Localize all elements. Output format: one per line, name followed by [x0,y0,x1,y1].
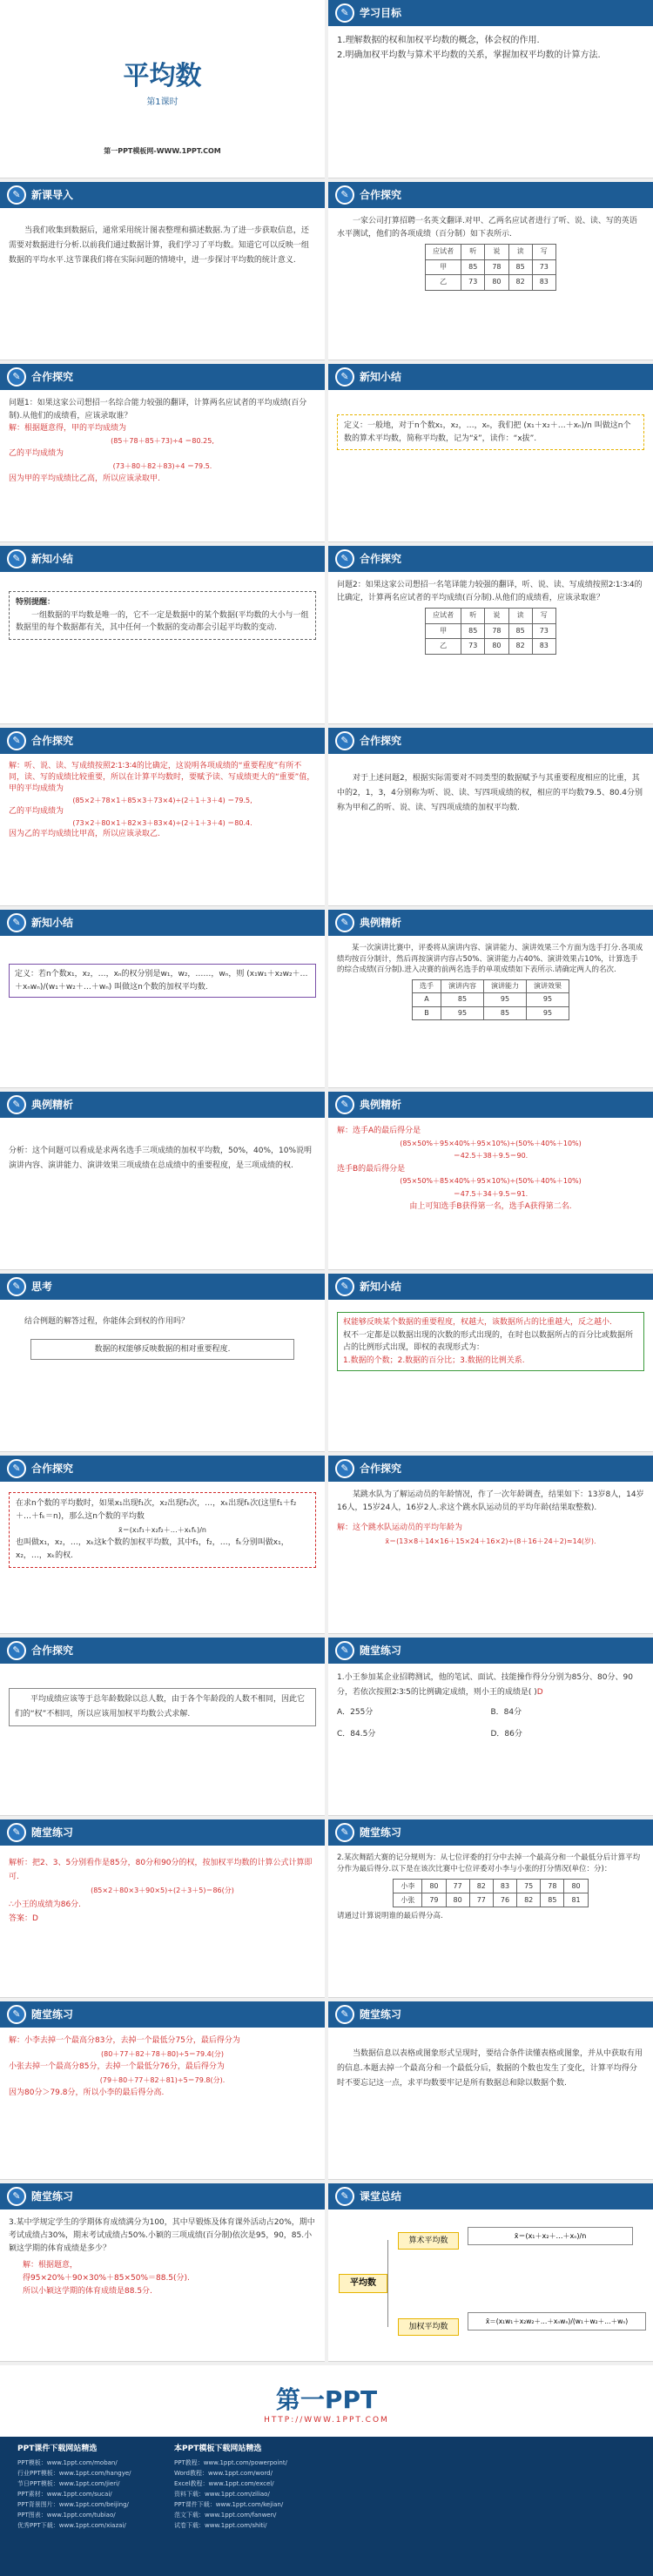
slide-heading: 典例精析 [31,1099,74,1111]
question-text: 1.小王参加某企业招聘测试，他的笔试、面试、技能操作得分分别为85分、80分、90分，若依次按照2∶3∶5的比例确定成绩，则小王的成绩是( ) [337,1673,633,1697]
question-text: 请通过计算说明谁的最后得分高. [337,1912,443,1920]
slide-heading: 随堂练习 [31,2190,74,2203]
table-cell: 演讲内容 [441,979,484,993]
option-b: B．84分 [490,1708,522,1717]
slide-heading: 随堂练习 [31,1826,74,1839]
footer-links-left [17,2458,131,2531]
slide-icon: ✎ [335,549,354,568]
summary-root: 平均数 [339,2274,387,2293]
table-cell: 78 [485,259,508,275]
table-cell: 82 [508,639,532,655]
table-cell: 写 [532,609,555,624]
formula: x̄＝(x₁f₁＋x₂f₂＋…＋xₖfₖ)/n [118,1526,207,1534]
slide-heading: 课堂总结 [360,2190,402,2203]
slide-exercise1 [328,1638,653,1816]
slide-solution [328,1092,653,1270]
question-text: 问题2：如果这家公司想招一名笔译能力较强的翻译，听、说、读、写成绩按照2∶1∶3∶4的比确定，计算两名应试者的平均成绩(百分制).从他们的成绩看，应该录取谁？ [337,581,643,602]
summary-text: 1.数据的个数；2.数据的百分比；3.数据的比例关系. [343,1355,525,1365]
reason-text: 平均成绩应该等于总年龄数除以总人数，由于各个年龄段的人数不相同，因此它们的“权”不相同，所以应该用加权平均数公式求解. [15,1695,306,1718]
answer-key: 答案：D [9,1914,38,1923]
slide-icon: ✎ [335,1277,354,1296]
question-text: 结合例题的解答过程，你能体会到权的作用吗？ [24,1317,190,1326]
table-cell: 73 [461,639,485,655]
summary-branch [387,2240,388,2327]
answer-text: 乙的平均成绩为 [9,449,64,458]
formula: ＝47.5＋34＋9.5＝91. [453,1189,528,1198]
answer-text: 解析：把2、3、5分别看作是85分，80分和90分的权，按加权平均数的计算公式计算即可. [9,1859,313,1881]
contest-table [412,979,569,1021]
table-cell: 85 [508,623,532,639]
formula: (85×2＋80×3＋90×5)÷(2＋3＋5)＝86(分) [91,1887,234,1894]
table-cell: 听 [461,245,485,260]
goal-1: 1.理解数据的权和加权平均数的概念，体会权的作用. [337,36,540,45]
intro-text: 当我们收集到数据后，通常采用统计图表整理和描述数据.为了进一步获取信息，还需要对数据进行分析.以前我们通过数据计算，我们学习了平均数。知道它可以反映一组数据的平均水平.这节课我们将在实际问题的情境中，进一步探讨平均数的统计意义. [9,226,309,265]
slide-icon: ✎ [7,549,26,568]
summary-node-1: 算术平均数 [398,2232,459,2250]
table-cell: 75 [517,1880,541,1893]
slide-icon: ✎ [7,1823,26,1842]
answer-text: 乙的平均成绩为 [9,807,64,816]
frequency-text: 在求n个数的平均数时，如果x₁出现f₁次，x₂出现f₂次，…，xₖ出现fₖ次(这里f₁＋f₂＋…＋fₖ＝n)，那么这n个数的平均数 [16,1499,297,1521]
footer-heading-right: 本PPT模板下载网站精选 [174,2445,262,2453]
table-cell: 83 [532,275,555,291]
slide-icon: ✎ [335,2187,354,2206]
answer-text: 解：小李去掉一个最高分83分，去掉一个最低分75分，最后得分为 [9,2036,240,2045]
conclusion: 因为甲的平均成绩比乙高，所以应该录取甲. [9,474,160,483]
slide-icon: ✎ [335,1823,354,1842]
slide-icon: ✎ [335,731,354,750]
table-cell: 82 [469,1880,493,1893]
table-cell: 85 [441,993,484,1007]
slide-summary-mean [328,364,653,542]
slide-icon: ✎ [7,367,26,387]
slide-question1 [0,364,325,542]
slide-heading: 合作探究 [31,735,74,747]
slide-exercise2-note [328,2001,653,2180]
frequency-text: 也叫做x₁，x₂，…，xₖ这k个数的加权平均数，其中f₁，f₂，…，fₖ分别叫做x₁，x₂，…，xₖ的权. [16,1538,289,1560]
slide-think [0,1274,325,1452]
option-c: C．84.5分 [337,1730,376,1739]
slide-heading: 随堂练习 [360,1644,402,1657]
slide-answer2 [0,728,325,906]
formula: (95×50%＋85×40%＋95×10%)÷(50%＋40%＋10%) [400,1177,582,1185]
table-cell: 77 [446,1880,469,1893]
slide-exercise3 [0,2183,325,2362]
slide-icon: ✎ [7,1459,26,1478]
formula: ＝42.5＋38＋9.5＝90. [453,1152,528,1160]
answer-text: 解：根据题意， [23,2261,78,2270]
slide-heading: 合作探究 [360,735,402,747]
table-cell: 小张 [394,1893,422,1907]
slide-heading: 新知小结 [31,553,74,565]
table-cell: 82 [517,1893,541,1907]
slide-heading: 合作探究 [360,1463,402,1475]
table-cell: 85 [508,259,532,275]
table-cell: 85 [461,259,485,275]
question-text: 3.某中学规定学生的学期体育成绩满分为100，其中早锻炼及体育课外活动占20%，期中考试成绩占30%，期末考试成绩占50%.小颖的三项成绩(百分制)依次是95，90，85.小颖这学期的体育成绩是多少？ [9,2218,315,2253]
slide-summary [328,2183,653,2362]
answer-text: ∴小王的成绩为86分. [9,1900,82,1909]
table-cell: 79 [422,1893,446,1907]
slide-heading: 合作探究 [31,1463,74,1475]
footer-panel [0,2437,653,2576]
slide-reason [0,1638,325,1816]
footer-links-right [174,2458,287,2531]
table-cell: 95 [527,993,569,1007]
footer-link[interactable]: Word教程：www.1ppt.com/word/ [174,2470,273,2477]
table-cell: A [413,993,441,1007]
table-cell: 73 [461,275,485,291]
table-cell: 78 [541,1880,564,1893]
table-cell: 95 [441,1006,484,1020]
slide-cover [0,0,325,178]
answer-text: 解：听、说、读、写成绩按照2∶1∶3∶4的比确定，这说明各项成绩的“重要程度”有所不同，读、写的成绩比较重要，所以在计算平均数时，要赋予读、写成绩更大的“重要”值，甲的平均成绩为 [9,762,315,793]
table-cell: 80 [564,1880,588,1893]
slide-heading: 典例精析 [360,1099,402,1111]
footer-link[interactable]: 范文下载：www.1ppt.com/fanwen/ [174,2512,277,2519]
slide-exercise2-answer [0,2001,325,2180]
slide-icon: ✎ [335,1641,354,1660]
cover-subtitle: 第1课时 [146,98,178,107]
formula: (85×50%＋95×40%＋95×10%)÷(50%＋40%＋10%) [400,1139,582,1147]
slide-icon: ✎ [335,185,354,205]
answer-text: 选手B的最后得分是 [337,1164,406,1174]
table-cell: 应试者 [426,609,461,624]
table-cell: 应试者 [426,245,461,260]
answer-text: 小张去掉一个最高分85分，去掉一个最低分76分，最后得分为 [9,2062,225,2071]
conclusion: 所以小颖这学期的体育成绩是88.5分. [23,2287,152,2296]
conclusion: 因为80分＞79.8分，所以小李的最后得分高. [9,2088,165,2097]
table-cell: 乙 [426,639,461,655]
table-cell: 写 [532,245,555,260]
summary-text: 权能够反映某个数据的重要程度，权越大，该数据所占的比重越大，反之越小. [343,1318,612,1327]
slide-heading: 合作探究 [360,189,402,201]
formula: (73×2＋80×1＋82×3＋83×4)÷(2＋1＋3＋4) ＝80.4. [72,819,252,827]
footer-link[interactable]: 行业PPT模板：www.1ppt.com/hangye/ [17,2470,131,2477]
footer-link[interactable]: PPT图表：www.1ppt.com/tubiao/ [17,2512,116,2519]
reminder-text: 一组数据的平均数是唯一的，它不一定是数据中的某个数据(平均数的大小与一组数据里的每个数据都有关，其中任何一个数据的变动都会引起平均数的变动. [16,610,309,632]
slide-heading: 学习目标 [360,7,402,19]
formula: x̄＝(13×8＋14×16＋15×24＋16×2)÷(8＋16＋24＋2)≈14(岁). [385,1537,596,1545]
footer-link[interactable]: 优秀PPT下载：www.1ppt.com/xiazai/ [17,2522,126,2529]
slide-icon: ✎ [335,367,354,387]
table-cell: 85 [461,623,485,639]
analysis-text: 分析：这个问题可以看成是求两名选手三项成绩的加权平均数，50%，40%，10%说明演讲内容、演讲能力、演讲效果三项成绩在总成绩中的重要程度，是三项成绩的权. [9,1147,313,1170]
option-a: A．255分 [337,1708,374,1717]
slide-icon: ✎ [335,1459,354,1478]
option-d: D．86分 [490,1730,522,1739]
table-cell: 95 [484,993,527,1007]
score-table [425,608,556,655]
formula: 得95×20%＋90×30%＋85×50%＝88.5(分). [23,2274,190,2283]
slide-icon: ✎ [7,1277,26,1296]
reminder-title: 特别提醒： [16,598,56,607]
problem-text: 一家公司打算招聘一名英文翻译.对甲、乙两名应试者进行了听、说、读、写的英语水平测试，他们的各项成绩（百分制）如下表所示. [337,217,637,239]
slide-heading: 随堂练习 [31,2008,74,2021]
table-cell: 甲 [426,623,461,639]
table-cell: 73 [532,259,555,275]
answer-text: 解：根据题意得，甲的平均成绩为 [9,424,127,433]
weights-text: 对于上述问题2，根据实际需要对不同类型的数据赋予与其重要程度相应的比重，其中的2，1，3，4分别称为听、说、读、写四项成绩的权，相应的平均数79.5、80.4分别称为甲和乙的听、说、读、写四项成绩的加权平均数. [337,774,643,812]
slide-heading: 思考 [31,1281,53,1293]
slide-weights [328,728,653,906]
formula: (85＋78＋85＋73)÷4 ＝80.25, [111,436,214,445]
slide-heading: 合作探究 [360,553,402,565]
footer [0,2365,653,2576]
goal-2: 2.明确加权平均数与算术平均数的关系，掌握加权平均数的计算方法. [337,50,601,60]
slide-analysis [0,1092,325,1270]
slide-divers [328,1456,653,1634]
table-cell: 78 [485,623,508,639]
table-cell: 80 [446,1893,469,1907]
question-text: 2.某次舞蹈大赛的记分规则为：从七位评委的打分中去掉一个最高分和一个最低分后计算平均分作为最后得分.以下是在该次比赛中七位评委对小李与小张的打分情况(单位：分)： [337,1853,641,1873]
conclusion: 由上可知选手B获得第一名，选手A获得第二名. [409,1202,572,1211]
slide-icon: ✎ [7,913,26,932]
footer-link[interactable]: 试卷下载：www.1ppt.com/shiti/ [174,2522,267,2529]
table-cell: 乙 [426,275,461,291]
summary-formula-2: x̄＝(x₁w₁＋x₂w₂＋…＋xₙwₙ)/(w₁＋w₂＋…＋wₙ) [468,2312,646,2331]
footer-link[interactable]: PPT课件下载：www.1ppt.com/kejian/ [174,2501,284,2508]
slide-icon: ✎ [335,2005,354,2024]
slide-icon: ✎ [7,2187,26,2206]
definition-text: 定义：一般地，对于n个数x₁，x₂，…，xₙ，我们把 (x₁＋x₂＋…＋xₙ)/n 叫做这n个数的算术平均数，简称平均数，记为“x̄”，读作：“x拔”. [344,421,631,443]
score-table [425,244,556,291]
slide-icon: ✎ [335,3,354,23]
footer-heading-left: PPT课件下载网站精选 [17,2445,98,2453]
summary-formula-1: x̄＝(x₁＋x₂＋…＋xₙ)/n [468,2227,633,2245]
note-text: 当数据信息以表格或图象形式呈现时，要结合条件读懂表格或图象，并从中获取有用的信息.本题去掉一个最高分和一个最低分后，数据的个数也发生了变化，计算平均得分时不要忘记这一点，求平均数要牢记是所有数据总和除以数据个数. [337,2049,643,2088]
footer-link[interactable]: PPT背景图片：www.1ppt.com/beijing/ [17,2501,129,2508]
slide-heading: 新知小结 [31,917,74,929]
slide-goals [328,0,653,178]
footer-link[interactable]: PPT模板：www.1ppt.com/moban/ [17,2459,118,2466]
example-text: 某一次演讲比赛中，评委将从演讲内容、演讲能力、演讲效果三个方面为选手打分.各项成绩均按百分制计，然后再按演讲内容占50%、演讲能力占40%、演讲效果占10%，计算选手的综合成绩(百分制).进入决赛的前两名选手的单项成绩如下表所示.请确定两人的名次. [337,944,643,974]
summary-node-2: 加权平均数 [398,2318,459,2336]
slide-explore-table [328,182,653,360]
slide-intro [0,182,325,360]
table-cell: 小李 [394,1880,422,1893]
slide-heading: 合作探究 [31,1644,74,1657]
slide-example [328,910,653,1088]
table-cell: 演讲效果 [527,979,569,993]
table-cell: 80 [422,1880,446,1893]
slide-heading: 典例精析 [360,917,402,929]
slide-icon: ✎ [335,913,354,932]
formula: (85×2＋78×1＋85×3＋73×4)÷(2＋1＋3＋4) ＝79.5, [72,797,252,804]
slide-heading: 新课导入 [31,189,74,201]
cover-title: 平均数 [123,61,202,91]
definition-text: 定义：若n个数x₁，x₂，…，xₙ的权分别是w₁，w₂，……，wₙ，则 (x₁w₁＋x₂w₂＋…＋xₙwₙ)/(w₁＋w₂＋…＋wₙ) 叫做这n个数的加权平均数. [15,970,308,992]
slide-summary-weight [328,1274,653,1452]
slide-exercise1-answer [0,1819,325,1998]
footer-link[interactable]: 节日PPT模板：www.1ppt.com/jieri/ [17,2480,120,2487]
table-cell: 80 [485,639,508,655]
conclusion: 因为乙的平均成绩比甲高，所以应该录取乙. [9,830,160,838]
table-cell: 73 [532,623,555,639]
answer-box: 数据的权能够反映数据的相对重要程度. [94,1344,231,1354]
table-cell: 读 [508,609,532,624]
table-cell: 83 [532,639,555,655]
footer-logo: 第一PPT [275,2385,378,2414]
footer-link[interactable]: PPT教程：www.1ppt.com/powerpoint/ [174,2459,287,2466]
table-cell: 85 [484,1006,527,1020]
table-cell: 81 [564,1893,588,1907]
footer-url[interactable]: HTTP://WWW.1PPT.COM [264,2416,389,2425]
slide-heading: 随堂练习 [360,1826,402,1839]
table-cell: 77 [469,1893,493,1907]
slide-reminder [0,546,325,724]
slide-question2 [328,546,653,724]
slide-heading: 合作探究 [31,371,74,383]
slide-icon: ✎ [7,1641,26,1660]
formula: (79＋80＋77＋82＋81)÷5＝79.8(分). [99,2076,226,2084]
table-cell: 82 [508,275,532,291]
cover-site: 第一PPT模板网-WWW.1PPT.COM [104,147,221,155]
table-cell: 甲 [426,259,461,275]
table-cell: B [413,1006,441,1020]
summary-text: 权不一定都是以数据出现的次数的形式出现的，在时也以数据所占的百分比或数据所占的比例形式出现，即权的表现形式为： [343,1330,634,1352]
table-cell: 听 [461,609,485,624]
table-cell: 演讲能力 [484,979,527,993]
slide-icon: ✎ [7,2005,26,2024]
slide-heading: 新知小结 [360,1281,402,1293]
slide-icon: ✎ [335,1095,354,1114]
table-cell: 读 [508,245,532,260]
answer-text: 解：这个跳水队运动员的平均年龄为 [337,1523,463,1532]
slide-icon: ✎ [7,185,26,205]
footer-link[interactable]: 资料下载：www.1ppt.com/ziliao/ [174,2491,270,2498]
formula: (73＋80＋82＋83)÷4 ＝79.5. [112,461,212,470]
answer-text: 解：选手A的最后得分是 [337,1127,421,1135]
table-cell: 选手 [413,979,441,993]
table-cell: 95 [527,1006,569,1020]
answer-letter: D [536,1688,543,1697]
problem-text: 某跳水队为了解运动员的年龄情况，作了一次年龄调查，结果如下：13岁8人，14岁16人，15岁24人，16岁2人.求这个跳水队运动员的平均年龄(结果取整数). [337,1490,644,1512]
title-bar [328,0,653,26]
table-cell: 76 [493,1893,516,1907]
slide-exercise2 [328,1819,653,1998]
formula: (80＋77＋82＋78＋80)÷5＝79.4(分) [101,2050,224,2058]
question-text: 问题1：如果这家公司想招一名综合能力较强的翻译，计算两名应试者的平均成绩(百分制).从他们的成绩看，应该录取谁？ [9,399,307,420]
footer-link[interactable]: PPT素材：www.1ppt.com/sucai/ [17,2491,112,2498]
slide-summary-weighted [0,910,325,1088]
table-cell: 80 [485,275,508,291]
table-cell: 说 [485,245,508,260]
table-cell: 83 [493,1880,516,1893]
judge-table [393,1879,588,1907]
table-cell: 说 [485,609,508,624]
slide-heading: 新知小结 [360,371,402,383]
table-cell: 85 [541,1893,564,1907]
slide-heading: 随堂练习 [360,2008,402,2021]
slide-frequency [0,1456,325,1634]
slide-icon: ✎ [7,731,26,750]
slide-icon: ✎ [7,1095,26,1114]
footer-link[interactable]: Excel教程：www.1ppt.com/excel/ [174,2480,274,2487]
